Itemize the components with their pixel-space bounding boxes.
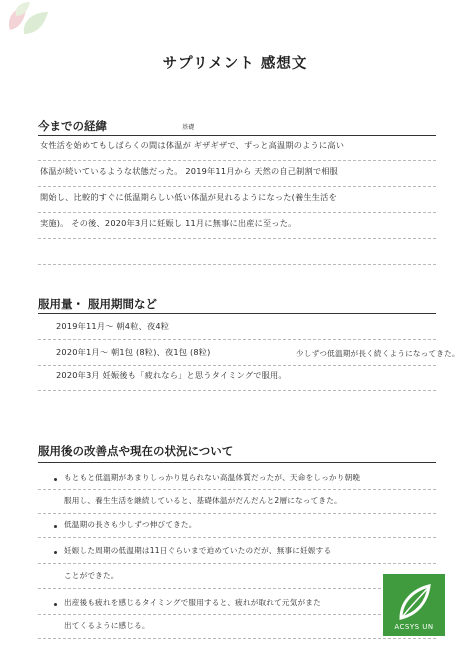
history-note-above: 基礎 [182,124,195,131]
bullet [54,603,57,606]
ruled-line [38,264,436,265]
ruled-line [38,638,436,639]
ruled-line [38,365,436,366]
history-divider [38,135,436,136]
history-line-4: 実施)。 その後、2020年3月に妊娠し 11月に無事に出産に至った。 [40,218,297,228]
history-heading: 今までの経緯 [38,119,107,133]
after-item-1-line-1: もともと低温期があまりしっかり見られない高温体質だったが、天命をしっかり朝晩 [64,473,361,482]
history-line-3: 開始し、比較的すぐに低温期らしい低い体温が見れるようになった(養生生活を [40,192,337,202]
dosage-heading: 服用量・ 服用期間など [38,297,158,311]
ruled-line [38,186,436,187]
after-item-2-line-1: 低温期の長さも少しずつ伸びてきた。 [64,520,197,529]
after-item-3-line-2: ことができた。 [64,571,119,580]
history-line-1: 女性活を始めてもしばらくの間は体温が ギザギザで、ずっと高温期のように高い [40,140,345,150]
ruled-line [38,563,436,564]
bullet [54,478,57,481]
ruled-line [38,390,436,391]
dosage-line-3: 2020年3月 妊娠後も「疲れなら」と思うタイミングで服用。 [56,370,287,380]
after-item-4-line-1: 出産後も疲れを感じるタイミングで服用すると、疲れが取れて元気がまた [64,598,321,607]
dosage-divider [38,313,436,314]
dosage-line-1: 2019年11月〜 朝4粒、夜4粒 [56,321,170,331]
ruled-line [38,537,436,538]
leaf-decoration-icon [4,0,52,38]
dosage-line-2: 2020年1月〜 朝1包 (8粒)、夜1包 (8粒) [56,347,211,357]
ruled-line [38,212,436,213]
ruled-line [38,513,436,514]
ruled-line [38,238,436,239]
logo-text: ACSYS UN [394,623,434,631]
ruled-line [38,614,436,615]
after-divider [38,462,436,463]
ruled-line [38,489,436,490]
after-heading: 服用後の改善点や現在の状況について [38,444,234,458]
bullet [54,525,57,528]
after-item-3-line-1: 妊娠した周期の低温期は11日ぐらいまで迫めていたのだが、無事に妊娠する [64,546,332,555]
history-line-2: 体温が続いているような状態だった。 2019年11月から 天然の自己制割で相服 [40,166,339,176]
page-title: サプリメント 感想文 [162,56,308,72]
dosage-side-note: 少しずつ低温期が長く続くようになってきた。 [296,349,460,358]
ruled-line [38,588,436,589]
ruled-line [38,339,436,340]
after-item-4-line-2: 出てくるように感じる。 [64,621,150,630]
after-item-1-line-2: 服用し、養生生活を継続していると、基礎体温がだんだんと2層になってきた。 [64,496,342,505]
bullet [54,551,57,554]
brand-logo [383,574,445,636]
ruled-line [38,160,436,161]
